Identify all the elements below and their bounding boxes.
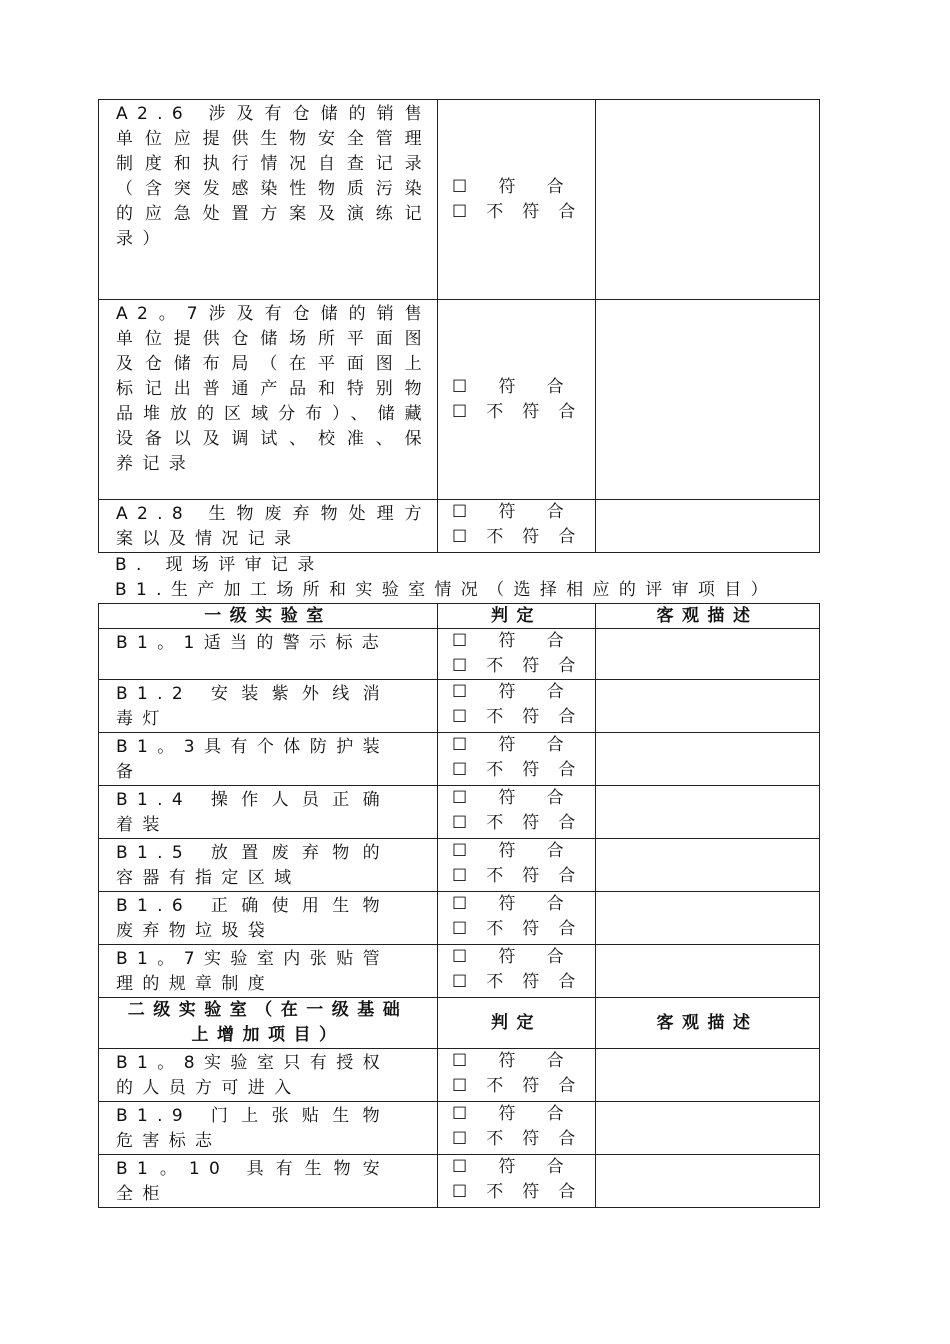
- option-conform[interactable]: ☐ 符 合: [452, 841, 571, 861]
- description-cell[interactable]: [596, 300, 820, 500]
- option-conform[interactable]: ☐ 符 合: [452, 1051, 571, 1071]
- option-conform[interactable]: ☐ 符 合: [452, 682, 571, 702]
- option-conform[interactable]: ☐ 符 合: [452, 1157, 571, 1177]
- judge-cell: [438, 300, 596, 500]
- option-nonconform[interactable]: ☐ 不 符 合: [452, 1129, 583, 1149]
- item-text: B1.2 安装紫外线消毒灯: [116, 684, 389, 729]
- table-row: [99, 1102, 820, 1155]
- item-text: B1.5 放置废弃物的容器有指定区域: [116, 843, 389, 888]
- option-nonconform[interactable]: ☐ 不 符 合: [452, 656, 583, 676]
- description-header: 客观描述: [596, 998, 820, 1049]
- option-nonconform[interactable]: ☐ 不 符 合: [452, 201, 583, 222]
- option-nonconform[interactable]: ☐ 不 符 合: [452, 1182, 583, 1202]
- description-cell[interactable]: [596, 100, 820, 300]
- item-text: B1。3具有个体防护装备: [116, 737, 389, 782]
- option-nonconform[interactable]: ☐ 不 符 合: [452, 919, 583, 939]
- level2-header: 二级实验室（在一级基础上增加项目）: [99, 998, 438, 1049]
- table-row: [99, 100, 820, 300]
- option-conform[interactable]: ☐ 符 合: [452, 502, 571, 522]
- option-conform[interactable]: ☐ 符 合: [452, 376, 571, 397]
- item-cell: [99, 100, 438, 300]
- description-header: 客观描述: [596, 604, 820, 629]
- description-cell[interactable]: [596, 892, 820, 945]
- description-cell[interactable]: [596, 629, 820, 680]
- item-text: B1.6 正确使用生物废弃物垃圾袋: [116, 896, 389, 941]
- item-text: B1.9 门上张贴生物危害标志: [116, 1106, 389, 1151]
- table-row: [99, 839, 820, 892]
- lab-checklist-table: [98, 603, 820, 1208]
- option-conform[interactable]: ☐ 符 合: [452, 894, 571, 914]
- section-b-heading: B. 现场评审记录: [115, 555, 324, 575]
- item-text: B1。10 具有生物安全柜: [116, 1159, 389, 1204]
- level2-header-row: [99, 998, 820, 1049]
- table-row: [99, 892, 820, 945]
- description-cell[interactable]: [596, 733, 820, 786]
- item-cell: [99, 300, 438, 500]
- item-text: A2.8 生物废弃物处理方案以及情况记录: [116, 504, 431, 549]
- item-text: B1。1适当的警示标志: [116, 633, 389, 653]
- description-cell[interactable]: [596, 680, 820, 733]
- table-row: [99, 733, 820, 786]
- option-nonconform[interactable]: ☐ 不 符 合: [452, 866, 583, 886]
- section-b1-heading: B1.生产加工场所和实验室情况（选择相应的评审项目）: [115, 580, 777, 600]
- judge-header: 判定: [438, 604, 596, 629]
- level1-header-row: [99, 604, 820, 629]
- item-cell: [99, 500, 438, 553]
- table-row: [99, 945, 820, 998]
- table-row: [99, 300, 820, 500]
- description-cell[interactable]: [596, 945, 820, 998]
- option-conform[interactable]: ☐ 符 合: [452, 735, 571, 755]
- option-conform[interactable]: ☐ 符 合: [452, 1104, 571, 1124]
- table-row: [99, 1155, 820, 1208]
- document-page: [98, 99, 819, 1208]
- description-cell[interactable]: [596, 1102, 820, 1155]
- judge-cell: [438, 100, 596, 300]
- table-row: [99, 786, 820, 839]
- judge-cell: [438, 500, 596, 553]
- item-text: A2.6 涉及有仓储的销售单位应提供生物安全管理制度和执行情况自查记录（含突发感染性物质污染的应急处置方案及演练记录）: [116, 104, 431, 249]
- table-row: [99, 1049, 820, 1102]
- option-conform[interactable]: ☐ 符 合: [452, 176, 571, 197]
- table-row: [99, 500, 820, 553]
- option-nonconform[interactable]: ☐ 不 符 合: [452, 527, 583, 547]
- option-nonconform[interactable]: ☐ 不 符 合: [452, 401, 583, 422]
- description-cell[interactable]: [596, 839, 820, 892]
- judge-header: 判定: [438, 998, 596, 1049]
- description-cell[interactable]: [596, 1155, 820, 1208]
- item-text: A2。7涉及有仓储的销售单位提供仓储场所平面图及仓储布局（在平面图上标记出普通产品和特别物品堆放的区域分布）、储藏设备以及调试、校准、保养记录: [116, 304, 431, 474]
- item-text: B1。8实验室只有授权的人员方可进入: [116, 1053, 389, 1098]
- option-nonconform[interactable]: ☐ 不 符 合: [452, 813, 583, 833]
- section-a-table: [98, 99, 820, 553]
- level1-header: 一级实验室: [99, 604, 438, 629]
- item-text: B1.4 操作人员正确着装: [116, 790, 389, 835]
- option-nonconform[interactable]: ☐ 不 符 合: [452, 707, 583, 727]
- table-row: [99, 680, 820, 733]
- option-conform[interactable]: ☐ 符 合: [452, 947, 571, 967]
- option-conform[interactable]: ☐ 符 合: [452, 631, 571, 651]
- option-nonconform[interactable]: ☐ 不 符 合: [452, 1076, 583, 1096]
- option-nonconform[interactable]: ☐ 不 符 合: [452, 760, 583, 780]
- option-nonconform[interactable]: ☐ 不 符 合: [452, 972, 583, 992]
- description-cell[interactable]: [596, 786, 820, 839]
- item-text: B1。7实验室内张贴管理的规章制度: [116, 949, 389, 994]
- description-cell[interactable]: [596, 500, 820, 553]
- description-cell[interactable]: [596, 1049, 820, 1102]
- table-row: [99, 629, 820, 680]
- option-conform[interactable]: ☐ 符 合: [452, 788, 571, 808]
